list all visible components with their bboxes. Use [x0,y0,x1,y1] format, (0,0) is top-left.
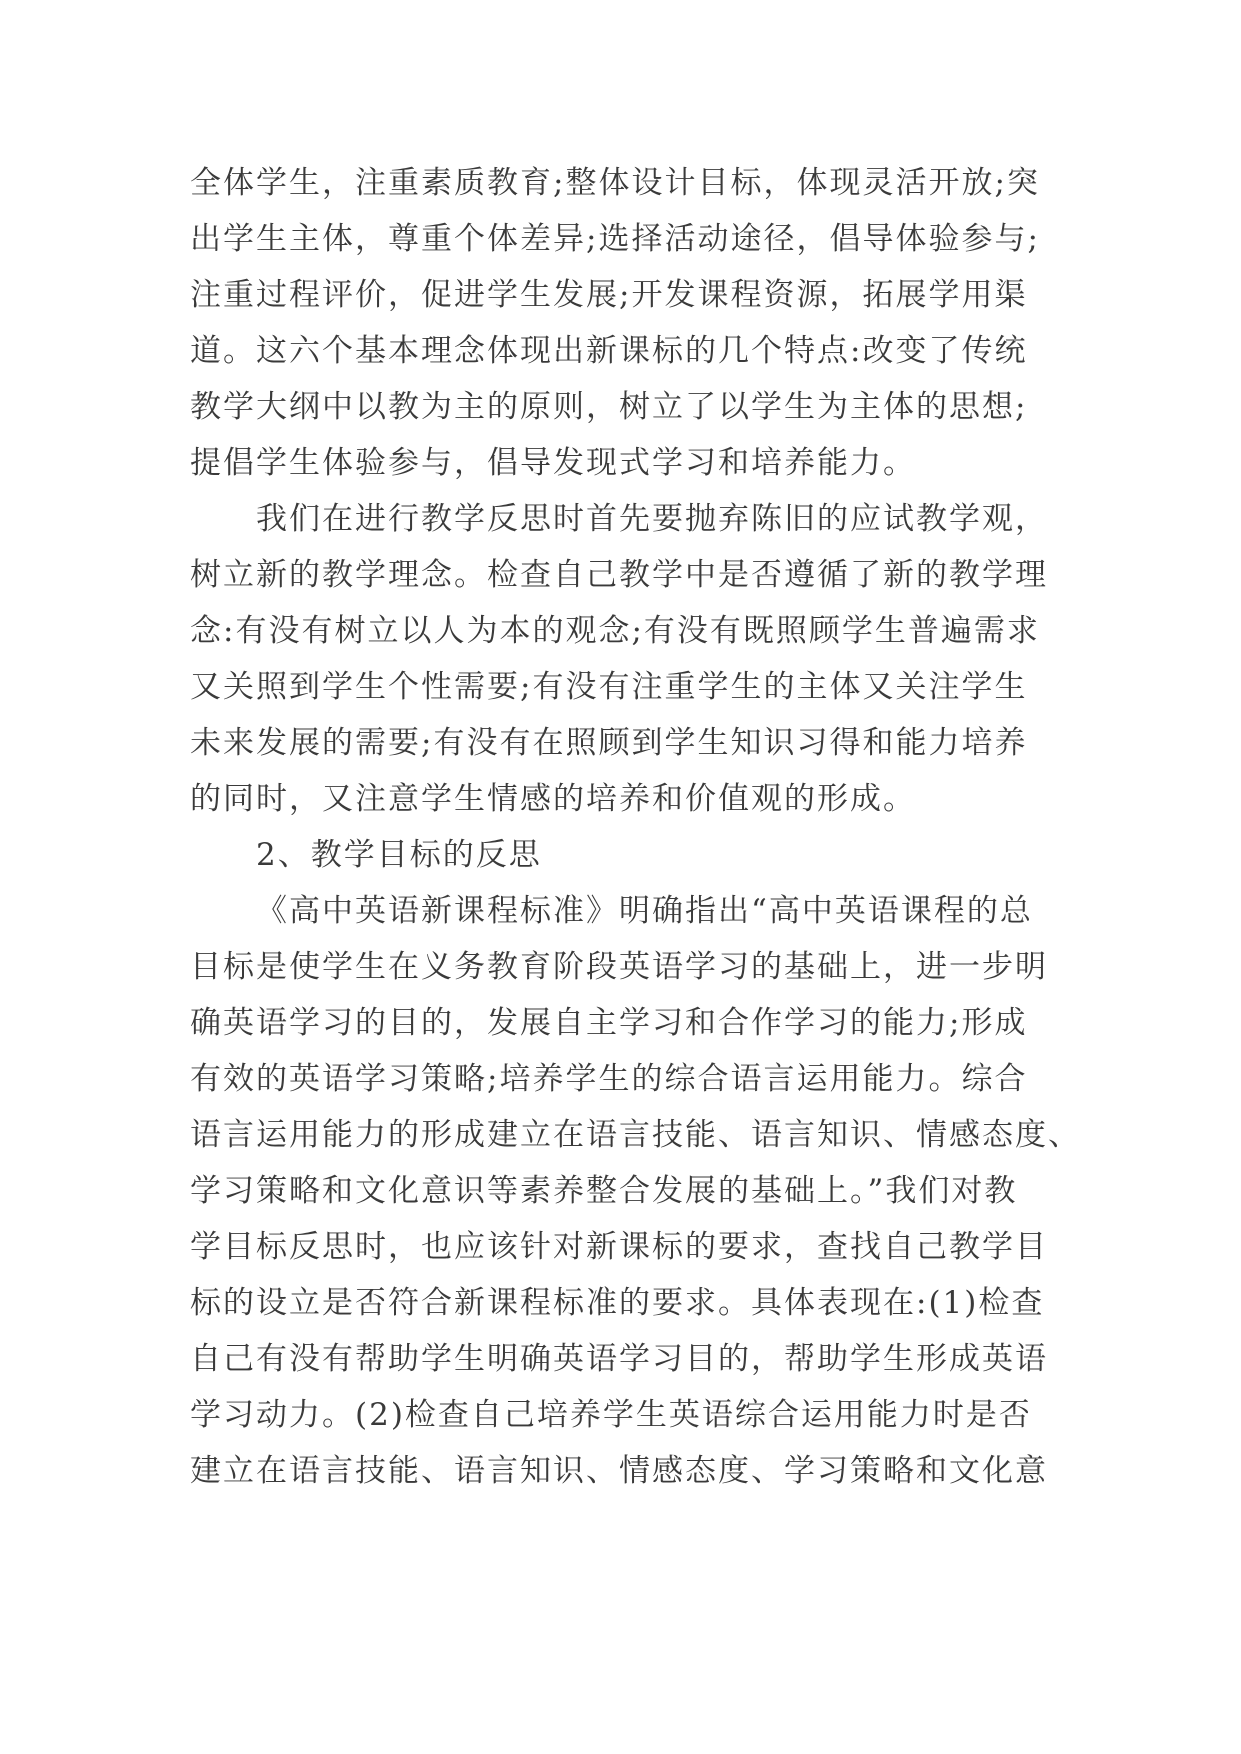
text-line: 确英语学习的目的，发展自主学习和合作学习的能力;形成 [190,1005,1028,1041]
text-line: 目标是使学生在义务教育阶段英语学习的基础上，进一步明 [190,949,1048,985]
text-line: 道。这六个基本理念体现出新课标的几个特点:改变了传统 [190,333,1028,369]
text-line: 树立新的教学理念。检查自己教学中是否遵循了新的教学理 [190,557,1048,593]
text-line: 注重过程评价，促进学生发展;开发课程资源，拓展学用渠 [190,277,1028,313]
text-line: 标的设立是否符合新课程标准的要求。具体表现在:(1)检查 [190,1285,1045,1321]
text-line: 语言运用能力的形成建立在语言技能、语言知识、情感态度、 [190,1117,1081,1153]
paragraph-2 [190,491,1070,827]
text-line: 出学生主体，尊重个体差异;选择活动途径，倡导体验参与; [190,221,1040,257]
text-line: 又关照到学生个性需要;有没有注重学生的主体又关注学生 [190,669,1028,705]
document-body [190,155,1081,1499]
text-line: 学习策略和文化意识等素养整合发展的基础上。”我们对教 [190,1173,1018,1209]
text-line: 教学大纲中以教为主的原则，树立了以学生为主体的思想; [190,389,1028,425]
text-line: 建立在语言技能、语言知识、情感态度、学习策略和文化意 [190,1453,1048,1489]
text-line: 的同时，又注意学生情感的培养和价值观的形成。 [190,781,916,817]
text-line: 自己有没有帮助学生明确英语学习目的，帮助学生形成英语 [190,1341,1048,1377]
paragraph-1 [190,155,1070,491]
section-heading-text: 2、教学目标的反思 [256,837,542,873]
text-line: 全体学生，注重素质教育;整体设计目标，体现灵活开放;突 [190,165,1040,201]
text-line: 有效的英语学习策略;培养学生的综合语言运用能力。综合 [190,1061,1028,1097]
section-heading [190,827,1070,883]
text-line: 念:有没有树立以人为本的观念;有没有既照顾学生普遍需求 [190,613,1040,649]
paragraph-3 [190,883,1081,1499]
text-line: 学目标反思时，也应该针对新课标的要求，查找自己教学目 [190,1229,1048,1265]
text-line: 学习动力。(2)检查自己培养学生英语综合运用能力时是否 [190,1397,1032,1433]
text-line: 提倡学生体验参与，倡导发现式学习和培养能力。 [190,445,916,481]
text-line: 未来发展的需要;有没有在照顾到学生知识习得和能力培养 [190,725,1028,761]
text-line: 我们在进行教学反思时首先要抛弃陈旧的应试教学观， [256,501,1048,537]
text-line: 《高中英语新课程标准》明确指出“高中英语课程的总 [256,893,1033,929]
